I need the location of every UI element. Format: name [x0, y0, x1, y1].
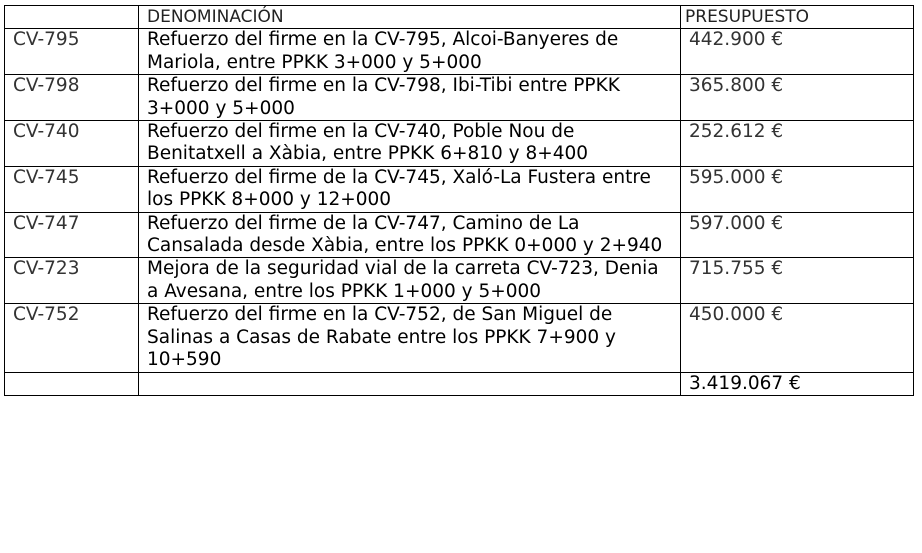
table-row	[5, 29, 914, 75]
budget-amount: 597.000 €	[681, 212, 914, 258]
table-row	[5, 258, 914, 304]
table-row	[5, 166, 914, 212]
work-description: Refuerzo del firme en la CV-740, Poble Nou de Benitatxell a Xàbia, entre PPKK 6+810 y 8+400	[139, 121, 681, 167]
table-header-row	[5, 6, 914, 29]
road-code: CV-747	[5, 212, 139, 258]
road-code: CV-752	[5, 304, 139, 372]
total-row	[5, 372, 914, 395]
road-code: CV-723	[5, 258, 139, 304]
budget-amount: 450.000 €	[681, 304, 914, 372]
header-presupuesto: PRESUPUESTO	[681, 6, 914, 29]
road-code: CV-745	[5, 166, 139, 212]
total-empty-description	[139, 372, 681, 395]
budget-amount: 442.900 €	[681, 29, 914, 75]
header-denominacion: DENOMINACIÓN	[139, 6, 681, 29]
budget-amount: 252.612 €	[681, 121, 914, 167]
work-description: Refuerzo del firme de la CV-747, Camino de La Cansalada desde Xàbia, entre los PPKK 0+000 y 2+940	[139, 212, 681, 258]
road-code: CV-798	[5, 75, 139, 121]
work-description: Refuerzo del firme en la CV-752, de San Miguel de Salinas a Casas de Rabate entre los PPKK 7+900 y 10+590	[139, 304, 681, 372]
budget-amount: 595.000 €	[681, 166, 914, 212]
work-description: Refuerzo del firme en la CV-798, Ibi-Tibi entre PPKK 3+000 y 5+000	[139, 75, 681, 121]
budget-table	[4, 5, 914, 396]
table-row	[5, 304, 914, 372]
header-code	[5, 6, 139, 29]
budget-amount: 715.755 €	[681, 258, 914, 304]
table-row	[5, 75, 914, 121]
work-description: Mejora de la seguridad vial de la carreta CV-723, Denia a Avesana, entre los PPKK 1+000 y 5+000	[139, 258, 681, 304]
table-row	[5, 121, 914, 167]
road-code: CV-795	[5, 29, 139, 75]
road-code: CV-740	[5, 121, 139, 167]
table-row	[5, 212, 914, 258]
total-budget: 3.419.067 €	[681, 372, 914, 395]
work-description: Refuerzo del firme en la CV-795, Alcoi-Banyeres de Mariola, entre PPKK 3+000 y 5+000	[139, 29, 681, 75]
budget-amount: 365.800 €	[681, 75, 914, 121]
total-empty-code	[5, 372, 139, 395]
work-description: Refuerzo del firme de la CV-745, Xaló-La Fustera entre los PPKK 8+000 y 12+000	[139, 166, 681, 212]
